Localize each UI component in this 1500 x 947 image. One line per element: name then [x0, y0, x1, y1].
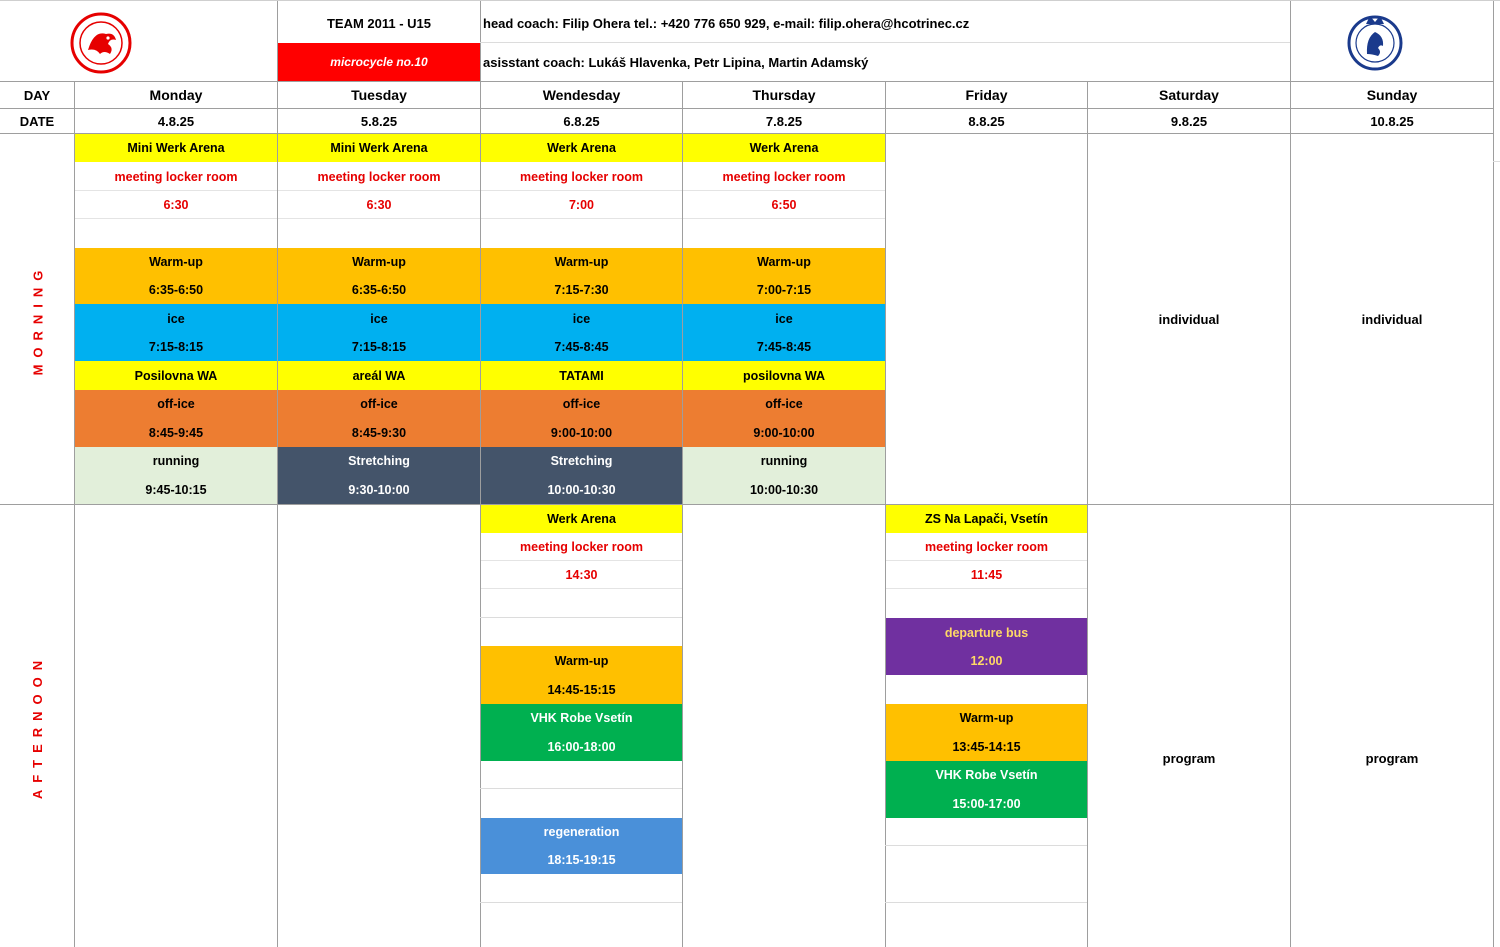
tue-last: Stretching [278, 447, 480, 475]
wed-ice: ice [481, 304, 682, 333]
day-saturday: Saturday [1159, 87, 1219, 103]
day-sunday: Sunday [1366, 87, 1418, 103]
fri-pm-bus: departure bus [886, 618, 1087, 647]
wed-warmup: Warm-up [481, 248, 682, 276]
sat-afternoon: program [1162, 750, 1216, 766]
mon-last: running [75, 447, 277, 475]
day-thursday: Thursday [752, 87, 816, 103]
mon-venue: Mini Werk Arena [75, 134, 277, 162]
thu-meeting-time: 6:50 [683, 191, 885, 219]
wed-pm-warmup-time: 14:45-15:15 [481, 675, 682, 704]
mon-meeting-time: 6:30 [75, 191, 277, 219]
afternoon-side-label [0, 505, 75, 947]
mon-warmup-time: 6:35-6:50 [75, 276, 277, 304]
fri-pm-meeting-time: 11:45 [886, 561, 1087, 589]
wed-place2: TATAMI [481, 361, 682, 390]
date-saturday: 9.8.25 [1170, 113, 1208, 129]
wed-meeting-time: 7:00 [481, 191, 682, 219]
morning-side-label [0, 134, 75, 504]
tue-ice-time: 7:15-8:15 [278, 333, 480, 361]
wed-pm-warmup: Warm-up [481, 646, 682, 675]
thu-office-time: 9:00-10:00 [683, 418, 885, 447]
thu-warmup: Warm-up [683, 248, 885, 276]
tue-place2: areál WA [278, 361, 480, 390]
date-tuesday: 5.8.25 [360, 113, 398, 129]
czech-hockey-academy-logo [1342, 10, 1408, 72]
wed-ice-time: 7:45-8:45 [481, 333, 682, 361]
thu-office: off-ice [683, 390, 885, 418]
sat-morning: individual [1158, 311, 1220, 327]
thu-last: running [683, 447, 885, 475]
fri-pm-warmup: Warm-up [886, 704, 1087, 732]
hc-ocelari-logo [66, 12, 136, 74]
date-wednesday: 6.8.25 [563, 113, 600, 129]
wed-pm-regen: regeneration [481, 818, 682, 846]
thu-last-time: 10:00-10:30 [683, 475, 885, 504]
wed-pm-meeting-time: 14:30 [481, 561, 682, 589]
thu-venue: Werk Arena [683, 134, 885, 162]
wed-pm-game-time: 16:00-18:00 [481, 732, 682, 761]
wed-venue: Werk Arena [481, 134, 682, 162]
wed-warmup-time: 7:15-7:30 [481, 276, 682, 304]
thu-ice: ice [683, 304, 885, 333]
mon-last-time: 9:45-10:15 [75, 475, 277, 504]
day-monday: Monday [149, 87, 203, 103]
sun-afternoon: program [1365, 750, 1419, 766]
fri-pm-venue: ZS Na Lapači, Vsetín [886, 505, 1087, 533]
wed-meeting: meeting locker room [481, 163, 682, 191]
tue-venue: Mini Werk Arena [278, 134, 480, 162]
wed-office-time: 9:00-10:00 [481, 418, 682, 447]
mon-office-time: 8:45-9:45 [75, 418, 277, 447]
tue-warmup: Warm-up [278, 248, 480, 276]
thu-meeting: meeting locker room [683, 163, 885, 191]
tue-office-time: 8:45-9:30 [278, 418, 480, 447]
day-tuesday: Tuesday [351, 87, 407, 103]
fri-pm-warmup-time: 13:45-14:15 [886, 732, 1087, 761]
wed-pm-meeting: meeting locker room [481, 533, 682, 561]
tue-last-time: 9:30-10:00 [278, 475, 480, 504]
fri-pm-meeting: meeting locker room [886, 533, 1087, 561]
tue-meeting-time: 6:30 [278, 191, 480, 219]
date-label: DATE [19, 113, 55, 129]
day-friday: Friday [965, 87, 1008, 103]
day-wednesday: Wendesday [542, 87, 621, 103]
mon-office: off-ice [75, 390, 277, 418]
mon-ice: ice [75, 304, 277, 333]
date-sunday: 10.8.25 [1370, 113, 1414, 129]
date-thursday: 7.8.25 [765, 113, 803, 129]
fri-pm-bus-time: 12:00 [886, 647, 1087, 675]
afternoon-text: AFTERNOON [30, 653, 45, 799]
thu-ice-time: 7:45-8:45 [683, 333, 885, 361]
date-friday: 8.8.25 [968, 113, 1005, 129]
tue-ice: ice [278, 304, 480, 333]
team-title: TEAM 2011 - U15 [326, 15, 432, 31]
wed-pm-regen-time: 18:15-19:15 [481, 846, 682, 874]
mon-place2: Posilovna WA [75, 361, 277, 390]
sun-morning: individual [1361, 311, 1423, 327]
day-label: DAY [23, 87, 51, 103]
assistant-coach-info: asisstant coach: Lukáš Hlavenka, Petr Lipina, Martin Adamský [483, 54, 869, 70]
thu-warmup-time: 7:00-7:15 [683, 276, 885, 304]
wed-pm-game: VHK Robe Vsetín [481, 704, 682, 732]
wed-pm-venue: Werk Arena [481, 505, 682, 533]
fri-pm-game: VHK Robe Vsetín [886, 761, 1087, 789]
wed-last-time: 10:00-10:30 [481, 475, 682, 504]
morning-text: MORNING [30, 263, 45, 375]
mon-meeting: meeting locker room [75, 163, 277, 191]
tue-office: off-ice [278, 390, 480, 418]
mon-ice-time: 7:15-8:15 [75, 333, 277, 361]
microcycle-label: microcycle no.10 [278, 43, 480, 81]
thu-place2: posilovna WA [683, 361, 885, 390]
fri-pm-game-time: 15:00-17:00 [886, 789, 1087, 818]
tue-warmup-time: 6:35-6:50 [278, 276, 480, 304]
head-coach-info: head coach: Filip Ohera tel.: +420 776 650 929, e-mail: filip.ohera@hcotrinec.cz [483, 15, 970, 31]
mon-warmup: Warm-up [75, 248, 277, 276]
tue-meeting: meeting locker room [278, 163, 480, 191]
date-monday: 4.8.25 [157, 113, 195, 129]
wed-office: off-ice [481, 390, 682, 418]
wed-last: Stretching [481, 447, 682, 475]
